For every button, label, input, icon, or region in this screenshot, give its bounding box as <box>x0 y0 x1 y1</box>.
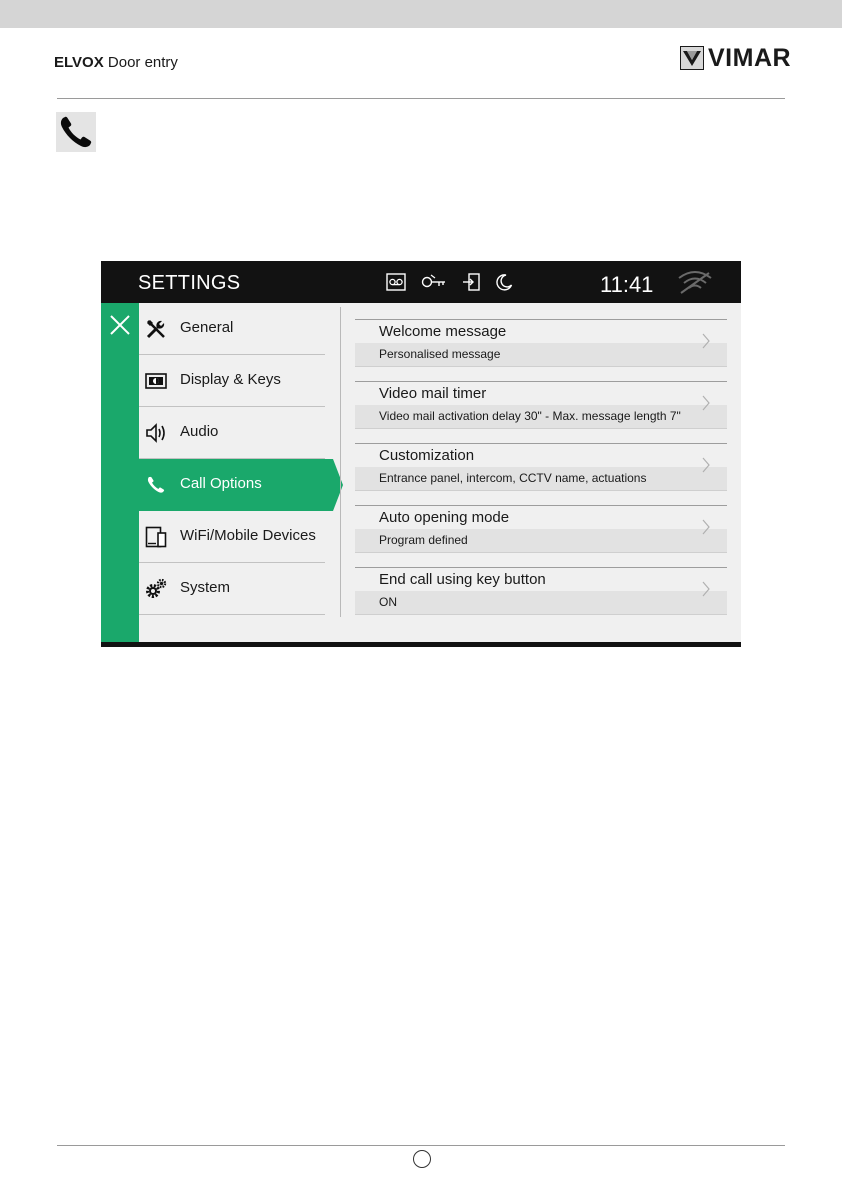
option-video-mail-timer[interactable] <box>355 381 727 429</box>
option-subtitle-band <box>355 591 727 615</box>
gears-icon <box>145 578 167 600</box>
chevron-right-icon <box>701 581 711 597</box>
option-subtitle: Program defined <box>379 533 468 547</box>
door-exit-icon <box>462 273 480 291</box>
option-title: Welcome message <box>379 323 507 340</box>
menu-item-system[interactable] <box>139 563 325 615</box>
menu-item-audio[interactable] <box>139 407 325 459</box>
option-title: Auto opening mode <box>379 509 510 526</box>
screen-title: SETTINGS <box>138 272 241 294</box>
menu-item-call-options[interactable] <box>139 459 325 511</box>
phone-handset-icon <box>145 474 167 496</box>
clock: 11:41 <box>600 272 654 297</box>
page-number-circle <box>413 1150 431 1168</box>
status-bar <box>101 261 741 303</box>
menu-label-call-options: Call Options <box>180 475 262 492</box>
option-subtitle: ON <box>379 595 397 609</box>
footer-divider <box>57 1145 785 1146</box>
vimar-logo <box>680 44 791 72</box>
menu-divider <box>139 614 325 615</box>
video-mail-icon <box>386 273 406 291</box>
brand-bold: ELVOX <box>54 54 104 71</box>
menu-label-display-keys: Display & Keys <box>180 371 281 388</box>
option-title: Customization <box>379 447 475 464</box>
option-divider <box>355 319 727 320</box>
chevron-right-icon <box>701 457 711 473</box>
menu-item-display-keys[interactable] <box>139 355 325 407</box>
close-rail <box>101 303 139 642</box>
menu-label-audio: Audio <box>180 423 219 440</box>
option-divider <box>355 381 727 382</box>
chevron-right-icon <box>701 333 711 349</box>
display-icon <box>145 370 167 392</box>
moon-icon <box>495 273 513 291</box>
device-screen <box>101 261 741 647</box>
top-band <box>0 0 842 28</box>
wrench-icon <box>145 318 167 340</box>
option-subtitle: Video mail activation delay 30" - Max. message length 7" <box>379 409 681 423</box>
close-icon[interactable] <box>109 314 131 336</box>
menu-item-general[interactable] <box>139 303 325 355</box>
option-divider <box>355 505 727 506</box>
menu-label-system: System <box>180 579 231 596</box>
column-divider <box>340 307 341 617</box>
menu-label-wifi-mobile: WiFi/Mobile Devices <box>180 527 316 544</box>
chevron-right-icon <box>701 395 711 411</box>
option-welcome-message[interactable] <box>355 319 727 367</box>
key-icon <box>421 273 447 291</box>
menu-item-wifi-mobile[interactable] <box>139 511 325 563</box>
option-auto-opening-mode[interactable] <box>355 505 727 553</box>
header-divider <box>57 98 785 99</box>
option-end-call-key-button[interactable] <box>355 567 727 615</box>
option-title: Video mail timer <box>379 385 487 402</box>
menu-label-general: General <box>180 319 234 336</box>
option-subtitle: Entrance panel, intercom, CCTV name, actuations <box>379 471 647 485</box>
option-divider <box>355 443 727 444</box>
chevron-right-icon <box>701 519 711 535</box>
vimar-logo-text: VIMAR <box>708 43 792 72</box>
brand-title <box>54 54 178 71</box>
option-customization[interactable] <box>355 443 727 491</box>
speaker-icon <box>145 422 167 444</box>
mobile-devices-icon <box>145 526 167 548</box>
wifi-disabled-icon <box>677 270 713 294</box>
brand-rest: Door entry <box>103 54 178 71</box>
option-divider <box>355 567 727 568</box>
vimar-logo-mark-icon <box>680 46 704 70</box>
option-subtitle: Personalised message <box>379 347 501 361</box>
section-phone-icon <box>56 112 96 152</box>
screen-bottom-bar <box>101 642 741 647</box>
option-title: End call using key button <box>379 571 546 588</box>
